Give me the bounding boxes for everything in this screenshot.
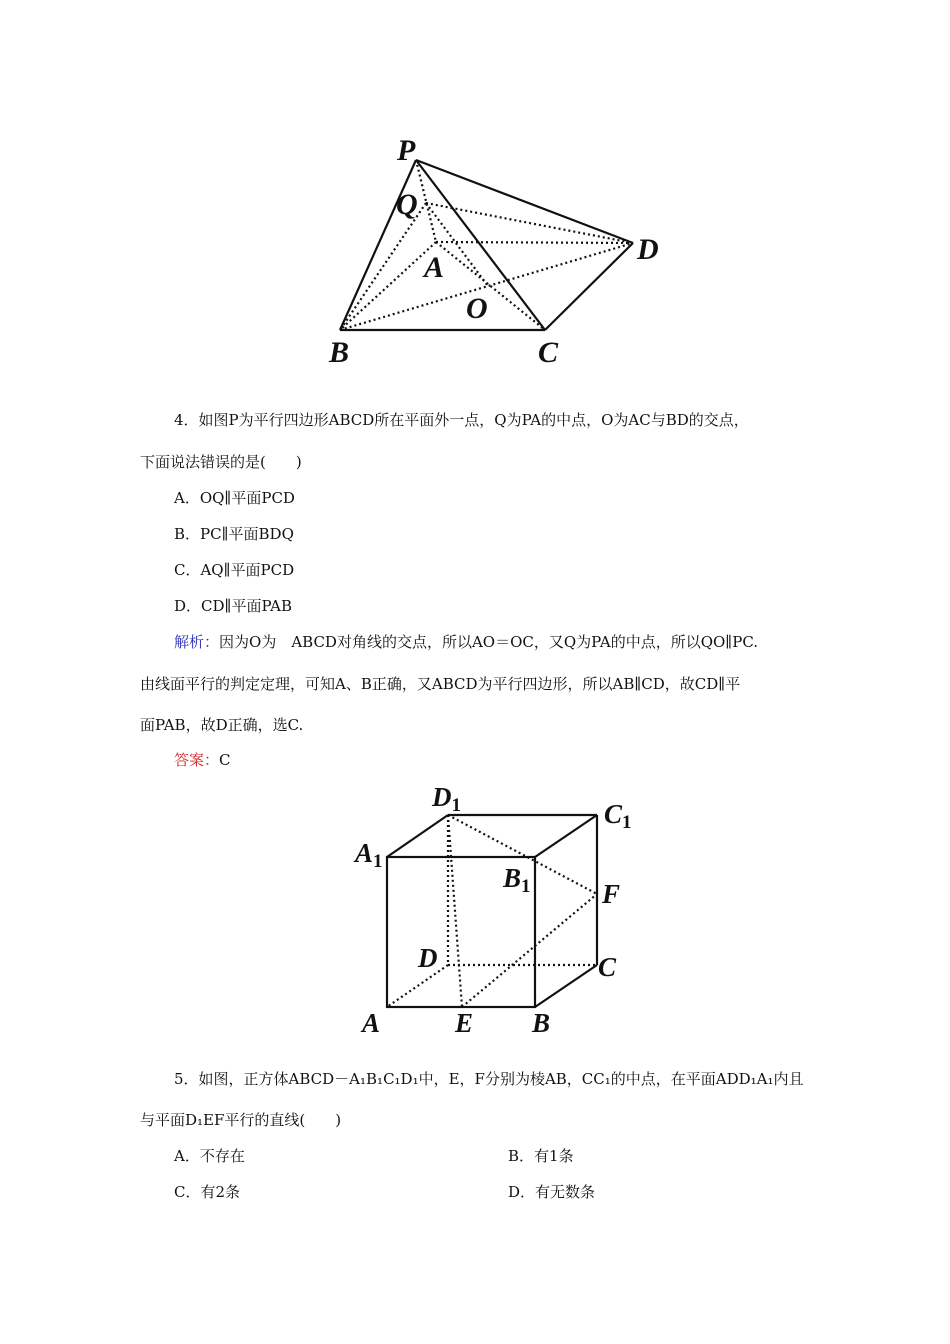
pyramid-diagram <box>330 130 680 375</box>
label-Q: Q <box>396 188 418 221</box>
q4-stem-line1: 4．如图P为平行四边形ABCD所在平面外一点，Q为PA的中点，O为AC与BD的交点， <box>174 411 749 429</box>
q5-option-d: D．有无数条 <box>508 1183 596 1201</box>
cube-diagram <box>350 780 650 1045</box>
label-F: F <box>602 879 621 909</box>
q4-option-c: C．AQ∥平面PCD <box>174 561 295 579</box>
answer-label: 答案： <box>174 751 220 769</box>
label-C1: C1 <box>604 799 632 833</box>
q4-option-b: B．PC∥平面BDQ <box>174 525 294 543</box>
label-E: E <box>455 1008 474 1038</box>
analysis-text-1: 因为O为 ABCD对角线的交点，所以AO＝OC，又Q为PA的中点，所以QO∥PC. <box>219 633 759 651</box>
q5-stem-line1: 5．如图，正方体ABCD－A₁B₁C₁D₁中，E，F分别为棱AB，CC₁的中点，在平面ADD₁A₁内且 <box>174 1070 804 1088</box>
q4-analysis-line3: 面PAB，故D正确，选C. <box>140 716 304 734</box>
q5-option-c: C．有2条 <box>174 1183 241 1201</box>
label-A1: A1 <box>355 838 383 872</box>
label-O: O <box>466 292 488 325</box>
label-C: C <box>598 952 617 982</box>
label-B: B <box>532 1008 551 1038</box>
label-A: A <box>362 1008 381 1038</box>
pyramid-figure <box>330 130 680 375</box>
q4-analysis-line2: 由线面平行的判定定理，可知A、B正确，又ABCD为平行四边形，所以AB∥CD，故CD∥平 <box>140 675 741 693</box>
cube-solid-edges <box>387 815 597 1007</box>
label-D: D <box>637 233 659 266</box>
q4-option-d: D．CD∥平面PAB <box>174 597 293 615</box>
q5-option-b: B．有1条 <box>508 1147 574 1165</box>
label-P: P <box>397 134 416 167</box>
label-B: B <box>329 336 350 369</box>
label-B1: B1 <box>503 863 531 897</box>
label-C: C <box>538 336 559 369</box>
q4-option-a: A．OQ∥平面PCD <box>174 489 295 507</box>
q4-stem-line2: 下面说法错误的是( ) <box>140 453 302 471</box>
label-D: D <box>418 943 438 973</box>
cube-figure <box>350 780 650 1045</box>
q5-stem-line2: 与平面D₁EF平行的直线( ) <box>140 1111 342 1129</box>
cube-hidden-edges <box>387 815 597 1007</box>
analysis-label: 解析： <box>174 633 220 651</box>
answer-value: C <box>219 751 231 769</box>
label-A: A <box>424 251 445 284</box>
q5-option-a: A．不存在 <box>174 1147 245 1165</box>
q4-answer <box>174 750 231 770</box>
label-D1: D1 <box>432 782 461 816</box>
q4-analysis-line1 <box>174 632 758 652</box>
